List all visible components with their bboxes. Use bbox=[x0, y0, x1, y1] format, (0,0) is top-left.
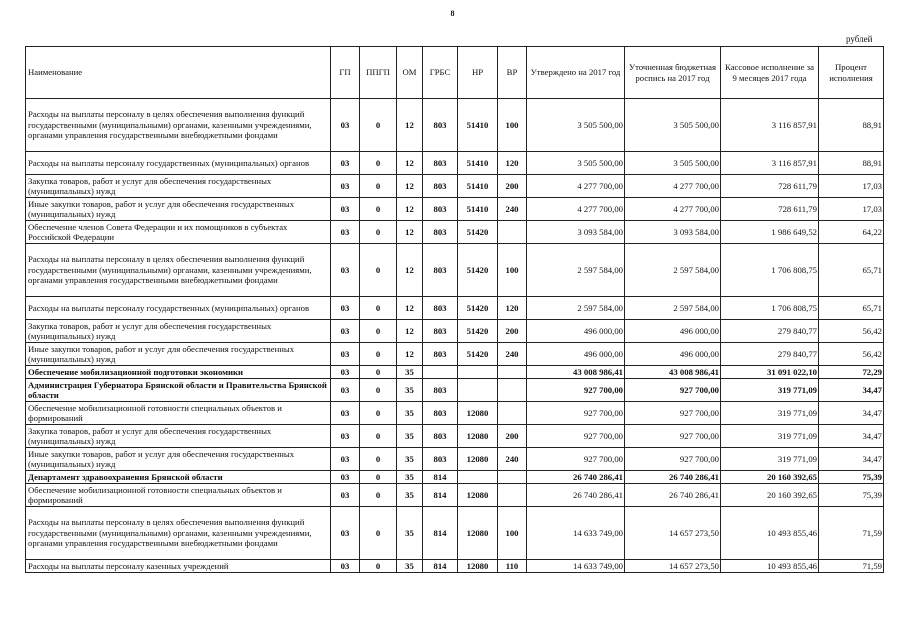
cell-name: Закупка товаров, работ и услуг для обеспечения государственных (муниципальных) нужд bbox=[26, 425, 331, 448]
cell-approved: 14 633 749,00 bbox=[527, 507, 625, 560]
cell-gp: 03 bbox=[331, 379, 360, 402]
cell-ppgp: 0 bbox=[360, 507, 397, 560]
cell-approved: 43 008 986,41 bbox=[527, 366, 625, 379]
header-np: НР bbox=[458, 47, 498, 99]
cell-grbs: 803 bbox=[423, 320, 458, 343]
cell-approved: 496 000,00 bbox=[527, 320, 625, 343]
cell-grbs: 803 bbox=[423, 379, 458, 402]
cell-np: 51410 bbox=[458, 152, 498, 175]
cell-name: Иные закупки товаров, работ и услуг для обеспечения государственных (муниципальных) нужд bbox=[26, 343, 331, 366]
cell-vr: 200 bbox=[498, 425, 527, 448]
cell-np: 51420 bbox=[458, 343, 498, 366]
cell-name: Расходы на выплаты персоналу государственных (муниципальных) органов bbox=[26, 152, 331, 175]
cell-percent: 64,22 bbox=[819, 221, 884, 244]
cell-percent: 34,47 bbox=[819, 379, 884, 402]
cell-gp: 03 bbox=[331, 425, 360, 448]
cell-grbs: 803 bbox=[423, 152, 458, 175]
cell-grbs: 803 bbox=[423, 425, 458, 448]
cell-approved: 3 505 500,00 bbox=[527, 152, 625, 175]
cell-refined: 14 657 273,50 bbox=[625, 507, 721, 560]
cell-gp: 03 bbox=[331, 560, 360, 573]
cell-approved: 496 000,00 bbox=[527, 343, 625, 366]
cell-np: 12080 bbox=[458, 448, 498, 471]
table-row bbox=[26, 484, 884, 507]
cell-ppgp: 0 bbox=[360, 99, 397, 152]
table-header-row bbox=[26, 47, 884, 99]
cell-gp: 03 bbox=[331, 448, 360, 471]
cell-gp: 03 bbox=[331, 366, 360, 379]
cell-name: Расходы на выплаты персоналу казенных учреждений bbox=[26, 560, 331, 573]
cell-refined: 43 008 986,41 bbox=[625, 366, 721, 379]
cell-np: 51420 bbox=[458, 244, 498, 297]
cell-ppgp: 0 bbox=[360, 484, 397, 507]
header-gp: ГП bbox=[331, 47, 360, 99]
cell-np: 51410 bbox=[458, 198, 498, 221]
cell-refined: 4 277 700,00 bbox=[625, 198, 721, 221]
cell-ppgp: 0 bbox=[360, 560, 397, 573]
cell-percent: 65,71 bbox=[819, 297, 884, 320]
cell-np bbox=[458, 366, 498, 379]
cell-vr bbox=[498, 221, 527, 244]
cell-om: 35 bbox=[397, 366, 423, 379]
cell-cash: 728 611,79 bbox=[721, 198, 819, 221]
cell-np: 51420 bbox=[458, 320, 498, 343]
cell-cash: 279 840,77 bbox=[721, 320, 819, 343]
cell-refined: 26 740 286,41 bbox=[625, 484, 721, 507]
cell-name: Расходы на выплаты персоналу в целях обеспечения выполнения функций государственными (муниципальными) органами, казенными учреждениями, органами управления государственными внебюджетными фондами bbox=[26, 507, 331, 560]
cell-vr bbox=[498, 366, 527, 379]
cell-np: 51420 bbox=[458, 221, 498, 244]
cell-vr: 120 bbox=[498, 297, 527, 320]
cell-gp: 03 bbox=[331, 343, 360, 366]
cell-approved: 927 700,00 bbox=[527, 379, 625, 402]
cell-vr: 200 bbox=[498, 320, 527, 343]
table-row bbox=[26, 343, 884, 366]
table-row bbox=[26, 507, 884, 560]
cell-name: Обеспечение мобилизационной подготовки экономики bbox=[26, 366, 331, 379]
cell-om: 35 bbox=[397, 560, 423, 573]
cell-vr: 110 bbox=[498, 560, 527, 573]
table-row bbox=[26, 379, 884, 402]
cell-approved: 26 740 286,41 bbox=[527, 484, 625, 507]
cell-percent: 34,47 bbox=[819, 402, 884, 425]
table-row bbox=[26, 560, 884, 573]
cell-np: 12080 bbox=[458, 402, 498, 425]
cell-grbs: 803 bbox=[423, 198, 458, 221]
cell-ppgp: 0 bbox=[360, 402, 397, 425]
cell-gp: 03 bbox=[331, 221, 360, 244]
cell-om: 12 bbox=[397, 320, 423, 343]
cell-np bbox=[458, 379, 498, 402]
cell-om: 12 bbox=[397, 198, 423, 221]
cell-vr: 240 bbox=[498, 448, 527, 471]
cell-ppgp: 0 bbox=[360, 244, 397, 297]
table-row bbox=[26, 471, 884, 484]
cell-approved: 4 277 700,00 bbox=[527, 198, 625, 221]
cell-percent: 75,39 bbox=[819, 471, 884, 484]
cell-ppgp: 0 bbox=[360, 175, 397, 198]
cell-ppgp: 0 bbox=[360, 152, 397, 175]
cell-vr: 100 bbox=[498, 244, 527, 297]
cell-vr: 200 bbox=[498, 175, 527, 198]
cell-approved: 2 597 584,00 bbox=[527, 244, 625, 297]
table-row bbox=[26, 448, 884, 471]
cell-name: Департамент здравоохранения Брянской области bbox=[26, 471, 331, 484]
table-row bbox=[26, 297, 884, 320]
cell-om: 35 bbox=[397, 484, 423, 507]
cell-percent: 56,42 bbox=[819, 320, 884, 343]
cell-cash: 3 116 857,91 bbox=[721, 99, 819, 152]
cell-grbs: 803 bbox=[423, 343, 458, 366]
table-row bbox=[26, 366, 884, 379]
cell-om: 12 bbox=[397, 244, 423, 297]
cell-name: Закупка товаров, работ и услуг для обеспечения государственных (муниципальных) нужд bbox=[26, 320, 331, 343]
cell-refined: 3 505 500,00 bbox=[625, 152, 721, 175]
table-row bbox=[26, 175, 884, 198]
cell-approved: 3 093 584,00 bbox=[527, 221, 625, 244]
table-row bbox=[26, 152, 884, 175]
cell-refined: 496 000,00 bbox=[625, 320, 721, 343]
table-row bbox=[26, 221, 884, 244]
cell-refined: 927 700,00 bbox=[625, 448, 721, 471]
cell-gp: 03 bbox=[331, 175, 360, 198]
cell-cash: 1 706 808,75 bbox=[721, 244, 819, 297]
cell-np: 12080 bbox=[458, 560, 498, 573]
cell-grbs: 814 bbox=[423, 507, 458, 560]
cell-grbs: 814 bbox=[423, 471, 458, 484]
cell-grbs: 803 bbox=[423, 448, 458, 471]
cell-refined: 4 277 700,00 bbox=[625, 175, 721, 198]
units-label: рублей bbox=[846, 34, 873, 44]
cell-cash: 279 840,77 bbox=[721, 343, 819, 366]
cell-grbs: 803 bbox=[423, 244, 458, 297]
cell-gp: 03 bbox=[331, 99, 360, 152]
cell-np: 51420 bbox=[458, 297, 498, 320]
cell-approved: 927 700,00 bbox=[527, 448, 625, 471]
cell-np: 12080 bbox=[458, 507, 498, 560]
cell-name: Закупка товаров, работ и услуг для обеспечения государственных (муниципальных) нужд bbox=[26, 175, 331, 198]
cell-approved: 3 505 500,00 bbox=[527, 99, 625, 152]
header-name: Наименование bbox=[26, 47, 331, 99]
header-ppgp: ППГП bbox=[360, 47, 397, 99]
cell-om: 35 bbox=[397, 402, 423, 425]
cell-ppgp: 0 bbox=[360, 297, 397, 320]
cell-percent: 88,91 bbox=[819, 152, 884, 175]
cell-percent: 56,42 bbox=[819, 343, 884, 366]
cell-cash: 319 771,09 bbox=[721, 425, 819, 448]
table-row bbox=[26, 244, 884, 297]
cell-vr bbox=[498, 484, 527, 507]
cell-name: Расходы на выплаты персоналу государственных (муниципальных) органов bbox=[26, 297, 331, 320]
cell-refined: 3 093 584,00 bbox=[625, 221, 721, 244]
cell-gp: 03 bbox=[331, 244, 360, 297]
cell-name: Иные закупки товаров, работ и услуг для обеспечения государственных (муниципальных) нужд bbox=[26, 198, 331, 221]
cell-vr bbox=[498, 402, 527, 425]
cell-om: 35 bbox=[397, 507, 423, 560]
cell-percent: 71,59 bbox=[819, 507, 884, 560]
cell-name: Обеспечение мобилизационной готовности специальных объектов и формирований bbox=[26, 402, 331, 425]
cell-np: 51410 bbox=[458, 99, 498, 152]
cell-vr: 240 bbox=[498, 198, 527, 221]
cell-cash: 20 160 392,65 bbox=[721, 471, 819, 484]
cell-percent: 72,29 bbox=[819, 366, 884, 379]
cell-grbs: 803 bbox=[423, 99, 458, 152]
cell-percent: 75,39 bbox=[819, 484, 884, 507]
cell-vr: 100 bbox=[498, 99, 527, 152]
cell-vr: 100 bbox=[498, 507, 527, 560]
cell-ppgp: 0 bbox=[360, 366, 397, 379]
cell-gp: 03 bbox=[331, 484, 360, 507]
cell-cash: 31 091 022,10 bbox=[721, 366, 819, 379]
cell-grbs: 803 bbox=[423, 402, 458, 425]
cell-om: 12 bbox=[397, 221, 423, 244]
cell-ppgp: 0 bbox=[360, 221, 397, 244]
cell-om: 12 bbox=[397, 99, 423, 152]
cell-vr bbox=[498, 379, 527, 402]
cell-om: 12 bbox=[397, 152, 423, 175]
cell-gp: 03 bbox=[331, 297, 360, 320]
cell-name: Обеспечение членов Совета Федерации и их помощников в субъектах Российской Федерации bbox=[26, 221, 331, 244]
cell-refined: 2 597 584,00 bbox=[625, 297, 721, 320]
header-percent: Процент исполнения bbox=[819, 47, 884, 99]
cell-om: 35 bbox=[397, 471, 423, 484]
cell-np: 51410 bbox=[458, 175, 498, 198]
header-approved: Утверждено на 2017 год bbox=[527, 47, 625, 99]
cell-np bbox=[458, 471, 498, 484]
table-row bbox=[26, 99, 884, 152]
cell-gp: 03 bbox=[331, 320, 360, 343]
cell-gp: 03 bbox=[331, 471, 360, 484]
cell-name: Обеспечение мобилизационной готовности специальных объектов и формирований bbox=[26, 484, 331, 507]
page-number: 8 bbox=[450, 9, 455, 18]
cell-grbs: 814 bbox=[423, 560, 458, 573]
cell-cash: 319 771,09 bbox=[721, 379, 819, 402]
cell-percent: 34,47 bbox=[819, 425, 884, 448]
cell-cash: 20 160 392,65 bbox=[721, 484, 819, 507]
cell-cash: 10 493 855,46 bbox=[721, 507, 819, 560]
table-row bbox=[26, 402, 884, 425]
cell-cash: 728 611,79 bbox=[721, 175, 819, 198]
cell-approved: 927 700,00 bbox=[527, 425, 625, 448]
cell-refined: 26 740 286,41 bbox=[625, 471, 721, 484]
cell-grbs: 803 bbox=[423, 175, 458, 198]
table-row bbox=[26, 320, 884, 343]
cell-approved: 14 633 749,00 bbox=[527, 560, 625, 573]
cell-ppgp: 0 bbox=[360, 343, 397, 366]
cell-cash: 3 116 857,91 bbox=[721, 152, 819, 175]
header-vr: ВР bbox=[498, 47, 527, 99]
cell-om: 35 bbox=[397, 379, 423, 402]
cell-refined: 496 000,00 bbox=[625, 343, 721, 366]
cell-gp: 03 bbox=[331, 402, 360, 425]
cell-percent: 17,03 bbox=[819, 175, 884, 198]
cell-gp: 03 bbox=[331, 198, 360, 221]
cell-ppgp: 0 bbox=[360, 320, 397, 343]
cell-approved: 4 277 700,00 bbox=[527, 175, 625, 198]
header-om: ОМ bbox=[397, 47, 423, 99]
cell-gp: 03 bbox=[331, 152, 360, 175]
cell-grbs bbox=[423, 366, 458, 379]
cell-approved: 2 597 584,00 bbox=[527, 297, 625, 320]
cell-vr: 240 bbox=[498, 343, 527, 366]
cell-ppgp: 0 bbox=[360, 425, 397, 448]
cell-refined: 927 700,00 bbox=[625, 379, 721, 402]
cell-refined: 3 505 500,00 bbox=[625, 99, 721, 152]
cell-gp: 03 bbox=[331, 507, 360, 560]
cell-percent: 17,03 bbox=[819, 198, 884, 221]
cell-np: 12080 bbox=[458, 484, 498, 507]
budget-table bbox=[25, 46, 884, 573]
cell-om: 12 bbox=[397, 343, 423, 366]
cell-ppgp: 0 bbox=[360, 379, 397, 402]
cell-cash: 319 771,09 bbox=[721, 402, 819, 425]
header-refined: Уточненная бюджетная роспись на 2017 год bbox=[625, 47, 721, 99]
cell-cash: 319 771,09 bbox=[721, 448, 819, 471]
cell-refined: 14 657 273,50 bbox=[625, 560, 721, 573]
header-grbs: ГРБС bbox=[423, 47, 458, 99]
cell-name: Администрация Губернатора Брянской области и Правительства Брянской области bbox=[26, 379, 331, 402]
cell-cash: 10 493 855,46 bbox=[721, 560, 819, 573]
cell-percent: 65,71 bbox=[819, 244, 884, 297]
cell-np: 12080 bbox=[458, 425, 498, 448]
cell-cash: 1 986 649,52 bbox=[721, 221, 819, 244]
cell-percent: 71,59 bbox=[819, 560, 884, 573]
cell-grbs: 803 bbox=[423, 297, 458, 320]
cell-approved: 26 740 286,41 bbox=[527, 471, 625, 484]
header-cash: Кассовое исполнение за 9 месяцев 2017 года bbox=[721, 47, 819, 99]
cell-om: 35 bbox=[397, 425, 423, 448]
table-row bbox=[26, 425, 884, 448]
cell-ppgp: 0 bbox=[360, 471, 397, 484]
cell-name: Иные закупки товаров, работ и услуг для обеспечения государственных (муниципальных) нужд bbox=[26, 448, 331, 471]
cell-grbs: 803 bbox=[423, 221, 458, 244]
cell-vr: 120 bbox=[498, 152, 527, 175]
cell-percent: 34,47 bbox=[819, 448, 884, 471]
cell-om: 12 bbox=[397, 175, 423, 198]
cell-ppgp: 0 bbox=[360, 198, 397, 221]
cell-grbs: 814 bbox=[423, 484, 458, 507]
cell-name: Расходы на выплаты персоналу в целях обеспечения выполнения функций государственными (муниципальными) органами, казенными учреждениями, органами управления государственными внебюджетными фондами bbox=[26, 244, 331, 297]
cell-approved: 927 700,00 bbox=[527, 402, 625, 425]
table-row bbox=[26, 198, 884, 221]
cell-cash: 1 706 808,75 bbox=[721, 297, 819, 320]
cell-vr bbox=[498, 471, 527, 484]
cell-refined: 2 597 584,00 bbox=[625, 244, 721, 297]
cell-refined: 927 700,00 bbox=[625, 425, 721, 448]
cell-percent: 88,91 bbox=[819, 99, 884, 152]
cell-name: Расходы на выплаты персоналу в целях обеспечения выполнения функций государственными (муниципальными) органами, казенными учреждениями, органами управления государственными внебюджетными фондами bbox=[26, 99, 331, 152]
cell-refined: 927 700,00 bbox=[625, 402, 721, 425]
cell-om: 12 bbox=[397, 297, 423, 320]
cell-ppgp: 0 bbox=[360, 448, 397, 471]
cell-om: 35 bbox=[397, 448, 423, 471]
